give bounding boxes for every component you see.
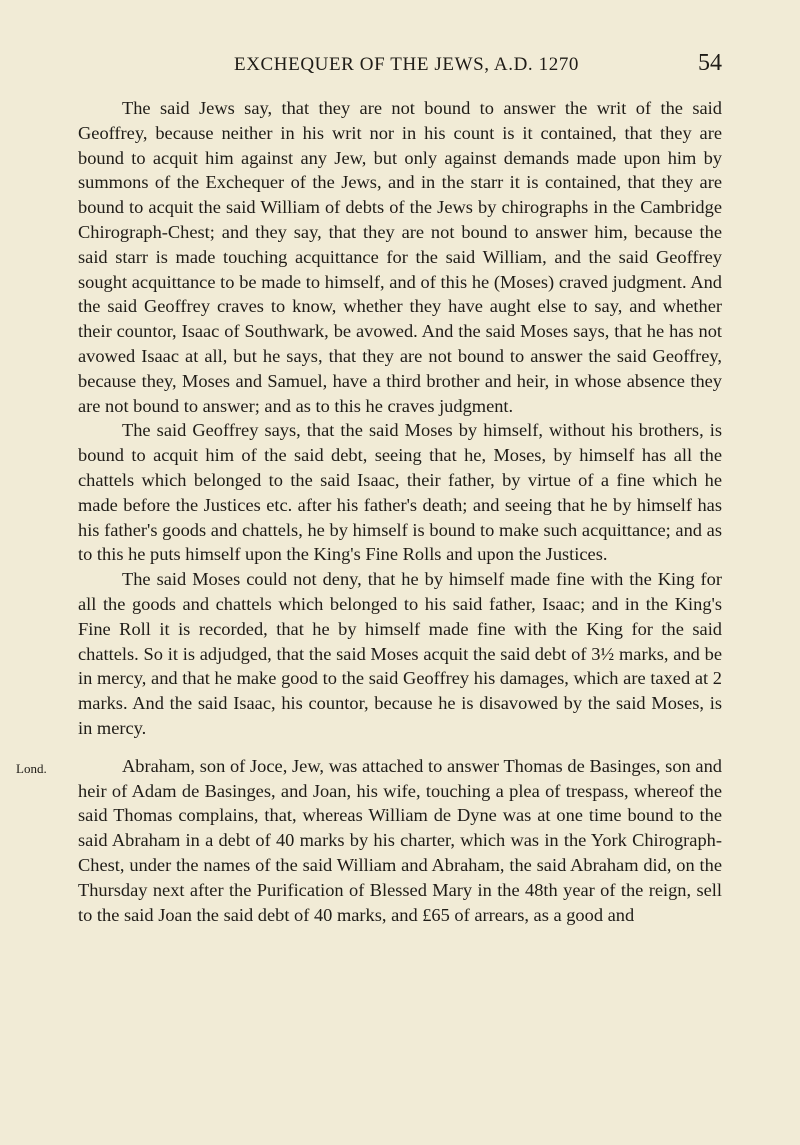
page-number: 54 <box>698 50 722 76</box>
paragraph: The said Moses could not deny, that he by himself made fine with the King for all the goods and chattels which belonged to his said father, Isaac; and in the King's Fine Roll it is recorded, that he by himself made fine with the King for the said chattels. So it is adjudged, that the said Moses acquit the said debt of 3½ marks, and be in mercy, and that he make good to the said Geoffrey his damages, which are taxed at 2 marks. And the said Isaac, his countor, because he is disavowed by the said Moses, is in mercy. <box>78 569 722 738</box>
margin-note: Lond. <box>16 761 47 776</box>
paragraph: The said Geoffrey says, that the said Moses by himself, without his brothers, is bound to acquit him of the said debt, seeing that he, Moses, by himself has all the chattels which belonged to the said Isaac, their father, by virtue of a fine which he made before the Justices etc. after his father's death; and seeing that he by himself has his father's goods and chattels, he by himself is bound to make such acquittance; and as to this he puts himself upon the King's Fine Rolls and upon the Justices. <box>78 420 722 565</box>
paragraph: Abraham, son of Joce, Jew, was attached to answer Thomas de Basinges, son and heir of Adam de Basinges, and Joan, his wife, touching a plea of trespass, whereof the said Thomas complains, that, whereas William de Dyne was at one time bound to the said Abraham in a debt of 40 marks by his charter, which was in the York Chirograph-Chest, under the names of the said William and Abraham, the said Abraham did, on the Thursday next after the Purification of Blessed Mary in the 48th year of the reign, sell to the said Joan the said debt of 40 marks, and £65 of arrears, as a good and <box>78 755 722 925</box>
running-title: EXCHEQUER OF THE JEWS, A.D. 1270 <box>234 54 580 75</box>
document-body <box>78 96 722 927</box>
running-header <box>118 50 722 80</box>
paragraph: The said Jews say, that they are not bound to answer the writ of the said Geoffrey, because neither in his writ nor in his count is it contained, that they are bound to acquit him against any Jew, but only against demands made upon him by summons of the Exchequer of the Jews, and in the starr it is contained, that they are bound to acquit the said William of debts of the Jews by chirographs in the Cambridge Chirograph-Chest; and they say, that they are not bound to answer him, because the said starr is made touching acquittance for the said William, and the said Geoffrey sought acquittance to be made to himself, and of this he (Moses) craved judgment. And the said Geoffrey craves to know, whether they have aught else to say, and whether their countor, Isaac of Southwark, be avowed. And the said Moses says, that he has not avowed Isaac at all, but he says, that they are not bound to answer the said Geoffrey, because they, Moses and Samuel, have a third brother and heir, in whose absence they are not bound to answer; and as to this he craves judgment. <box>78 98 722 416</box>
